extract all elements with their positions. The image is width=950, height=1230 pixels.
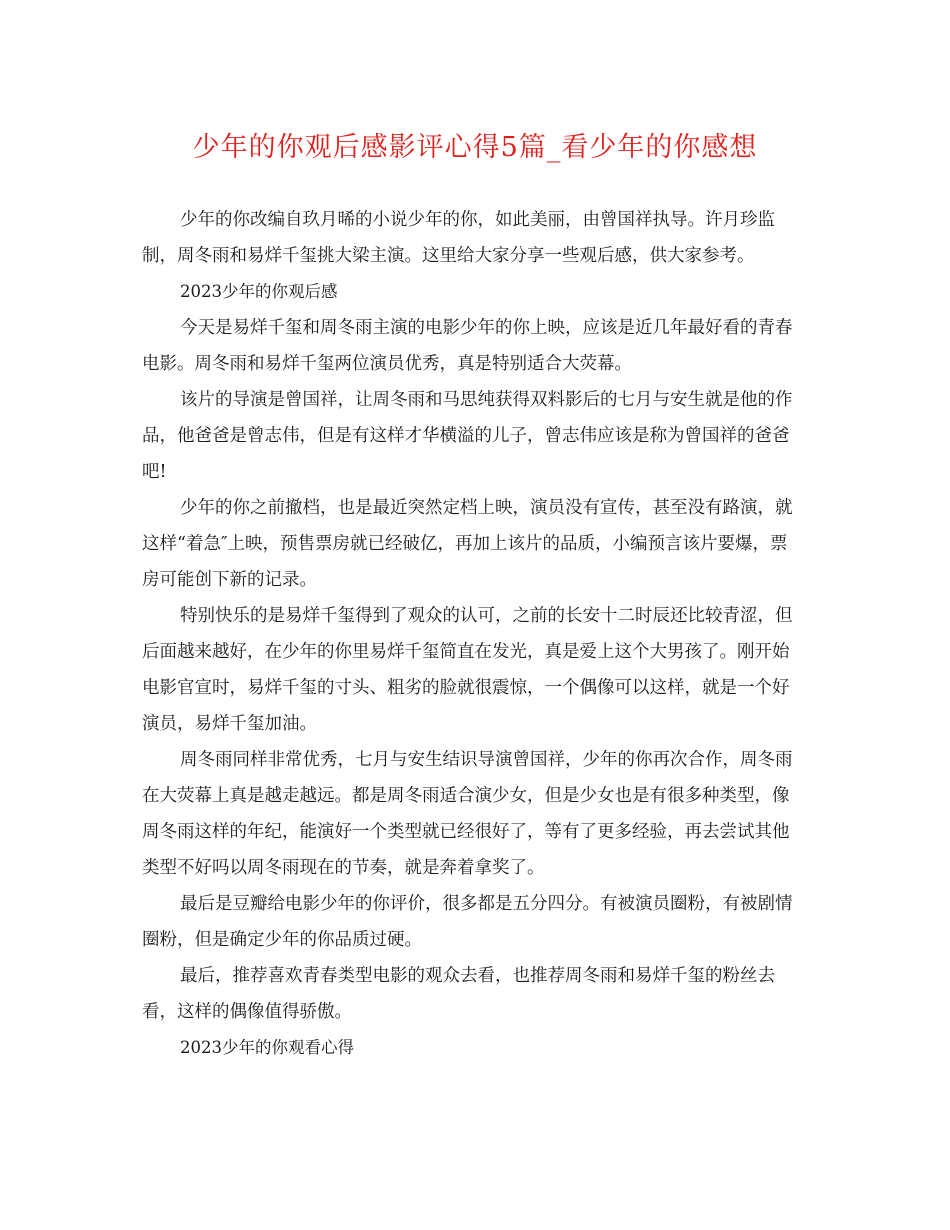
document-body <box>142 202 804 1066</box>
section-heading: 2023少年的你观看心得 <box>180 1038 354 1057</box>
section-heading: 2023少年的你观后感 <box>180 282 338 301</box>
body-paragraph: 周冬雨同样非常优秀，七月与安生结识导演曾国祥，少年的你再次合作，周冬雨在大荧幕上真是越走越远。都是周冬雨适合演少女，但是少女也是有很多种类型，像周冬雨这样的年纪，能演好一个类型就已经很好了，等有了更多经验，再去尝试其他类型不好吗以周冬雨现在的节奏，就是奔着拿奖了。 <box>142 750 793 878</box>
body-paragraph: 少年的你之前撤档，也是最近突然定档上映，演员没有宣传，甚至没有路演，就这样“着急″上映，预售票房就已经破亿，再加上该片的品质，小编预言该片要爆，票房可能创下新的记录。 <box>142 498 793 590</box>
document-title: 少年的你观后感影评心得5篇_看少年的你感想 <box>192 132 758 163</box>
body-paragraph: 该片的导演是曾国祥，让周冬雨和马思纯获得双料影后的七月与安生就是他的作品，他爸爸是曾志伟，但是有这样才华横溢的儿子，曾志伟应该是称为曾国祥的爸爸吧! <box>142 390 793 482</box>
body-paragraph: 特别快乐的是易烊千玺得到了观众的认可，之前的长安十二时辰还比较青涩，但后面越来越好，在少年的你里易烊千玺简直在发光，真是爱上这个大男孩了。刚开始电影官宣时，易烊千玺的寸头、粗劣的脸就很震惊，一个偶像可以这样，就是一个好演员，易烊千玺加油。 <box>142 606 793 734</box>
intro-paragraph: 少年的你改编自玖月晞的小说少年的你，如此美丽，由曾国祥执导。许月珍监制，周冬雨和易烊千玺挑大梁主演。这里给大家分享一些观后感，供大家参考。 <box>142 210 775 266</box>
body-paragraph: 今天是易烊千玺和周冬雨主演的电影少年的你上映，应该是近几年最好看的青春电影。周冬雨和易烊千玺两位演员优秀，真是特别适合大荧幕。 <box>142 318 793 374</box>
body-paragraph: 最后，推荐喜欢青春类型电影的观众去看，也推荐周冬雨和易烊千玺的粉丝去看，这样的偶像值得骄傲。 <box>142 966 775 1022</box>
body-paragraph: 最后是豆瓣给电影少年的你评价，很多都是五分四分。有被演员圈粉，有被剧情圈粉，但是确定少年的你品质过硬。 <box>142 894 793 950</box>
